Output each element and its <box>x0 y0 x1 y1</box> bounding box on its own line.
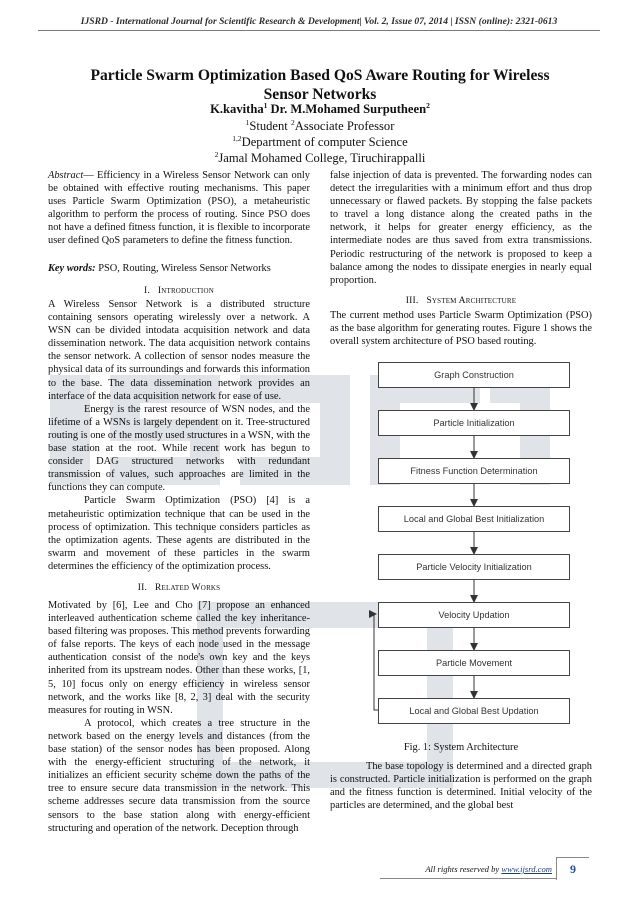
role-1: Student <box>249 119 291 133</box>
right-column-continuation <box>330 169 592 287</box>
flow-step-best-updation: Local and Global Best Updation <box>378 698 570 724</box>
author-2: Dr. M.Mohamed Surputheen <box>267 102 427 116</box>
flow-step-particle-movement: Particle Movement <box>378 650 570 676</box>
architecture-description <box>330 760 592 812</box>
title-line-2: Sensor Networks <box>263 86 377 103</box>
flow-step-graph-construction: Graph Construction <box>378 362 570 388</box>
keywords <box>48 262 310 275</box>
footer-rights <box>380 864 552 874</box>
abstract <box>48 169 310 248</box>
section-heading-related-works <box>48 582 310 593</box>
paragraph: The base topology is determined and a directed graph is constructed. Particle initialization is performed on the graph and the fitness function is determined. Initial velocity of the particles are determined, and the global best <box>330 761 592 812</box>
introduction-body <box>48 298 310 573</box>
paragraph: Particle Swarm Optimization (PSO) [4] is a metaheuristic optimization technique that can be used in the process of optimization. This technique considers particles as the optimization agents. These agents are distributed in the swarm and movement of these particles in the swarm determines the efficiency of the optimization process. <box>48 495 310 572</box>
paragraph: The current method uses Particle Swarm Optimization (PSO) as the base algorithm for generating routes. Figure 1 shows the overall system architecture of PSO based routing. <box>330 310 592 348</box>
figure-caption: Fig. 1: System Architecture <box>403 742 519 753</box>
author-2-mark: 2 <box>426 100 430 110</box>
role-1-mark: 1 <box>245 117 250 127</box>
flow-step-best-initialization: Local and Global Best Initialization <box>378 506 570 532</box>
dept-mark: 1,2 <box>232 133 242 143</box>
section-number: I. <box>144 285 151 296</box>
dept-name: Department of computer Science <box>241 135 408 149</box>
footer-text: All rights reserved by <box>425 864 502 874</box>
journal-header: IJSRD - International Journal for Scientific Research & Development| Vol. 2, Issue 07, 2014 | ISSN (online): 2321-0613 <box>80 16 558 27</box>
section-number: III. <box>405 295 419 306</box>
footer-divider <box>380 878 556 879</box>
section-heading-introduction <box>48 285 310 296</box>
title-line-1: Particle Swarm Optimization Based QoS Aware Routing for Wireless <box>90 67 550 84</box>
section-heading-system-architecture <box>330 295 592 306</box>
section-number: II. <box>137 582 148 593</box>
paragraph: A protocol, which creates a tree structure in the network based on the energy levels and distances (from the base station) of the sensor nodes has been proposed. Along with the energy-efficient structuring of the network, it initializes an efficient security scheme down the paths of the tree to ensure secure data transmission in the network. This scheme addresses secure data transmission from the source sensors to the base station along with energy-efficient structuring and operation of the network. Deception through <box>48 717 310 834</box>
paragraph: Energy is the rarest resource of WSN nodes, and the lifetime of a WSNs is largely dependent on it. Tree-structured routing is one of the mostly used structures in a WSN, with the base station at the root. While recent work has begun to consider DAG structured networks with redundant transmission of values, such approaches are limited in the functions they can compute. <box>48 403 310 494</box>
flow-step-fitness-function: Fitness Function Determination <box>378 458 570 484</box>
abstract-text: — Efficiency in a Wireless Sensor Network can only be obtained with effective routing mechanisms. This paper uses Particle Swarm Optimization (PSO), a metaheuristic algorithm to perform the process of routing. Since PSO does not have a defined fitness function, it is flexible to incorporate user defined QoS parameters to define the fitness function. <box>48 170 310 247</box>
paragraph: Motivated by [6], Lee and Cho [7] propose an enhanced interleaved authentication scheme called the key inheritance-based filtering was proposes. This method prevents forwarding of false reports. The keys of each node used in the message authentication consist of the node's own key and the keys inherited from its upstream nodes. Other than these works, [1, 5, 10] focus only on energy efficiency in wireless sensor network, and the works like [8, 2, 3] deal with the security measures for routing in WSN. <box>48 600 310 716</box>
section-title: Related Works <box>154 582 221 593</box>
college-name: Jamal Mohamed College, Tiruchirappalli <box>218 151 426 165</box>
header-divider <box>38 30 600 31</box>
affiliation-roles <box>40 118 600 135</box>
page-number: 9 <box>556 857 589 880</box>
flow-step-velocity-updation: Velocity Updation <box>378 602 570 628</box>
keywords-text: PSO, Routing, Wireless Sensor Networks <box>95 263 271 274</box>
related-works-body <box>48 599 310 835</box>
affiliation-department <box>40 134 600 151</box>
paper-title <box>40 66 600 104</box>
footer-url-link[interactable]: www.ijsrd.com <box>501 864 552 874</box>
section-title: Introduction <box>157 285 214 296</box>
college-mark: 2 <box>214 149 219 159</box>
flow-step-particle-initialization: Particle Initialization <box>378 410 570 436</box>
paragraph: false injection of data is prevented. The forwarding nodes can detect the irregularities with a minimum effort and thus drop unnecessary or flawed packets. By stopping the false packets to travel a long distance along the created paths in the network, it helps for greater energy efficiency, as the intermediate nodes are thus saved from extra transmissions. Periodic restructuring of the network is proposed to keep a balance among the nodes to dissipate energies in nearly equal proportion. <box>330 170 592 286</box>
role-2-mark: 2 <box>290 117 295 127</box>
section-title: System Architecture <box>426 295 517 306</box>
architecture-body <box>330 309 592 348</box>
affiliation-college <box>40 150 600 167</box>
keywords-label: Key words: <box>48 263 96 274</box>
paragraph: A Wireless Sensor Network is a distributed structure containing sensors operating wirelessly over a network. A WSN can be divided intodata acquisition network and data dissemination network. The data acquisition network contains the sensor network. A collection of sensor nodes measure the physical data of its surroundings and forwards this information to the base. The data dissemination network provides an interface of the data acquisition network for ease of use. <box>48 299 310 402</box>
author-1-mark: 1 <box>263 100 268 110</box>
abstract-label: Abstract <box>48 170 84 181</box>
flow-step-velocity-initialization: Particle Velocity Initialization <box>378 554 570 580</box>
authors <box>40 101 600 118</box>
author-1: K.kavitha <box>210 102 264 116</box>
role-2: Associate Professor <box>294 119 395 133</box>
